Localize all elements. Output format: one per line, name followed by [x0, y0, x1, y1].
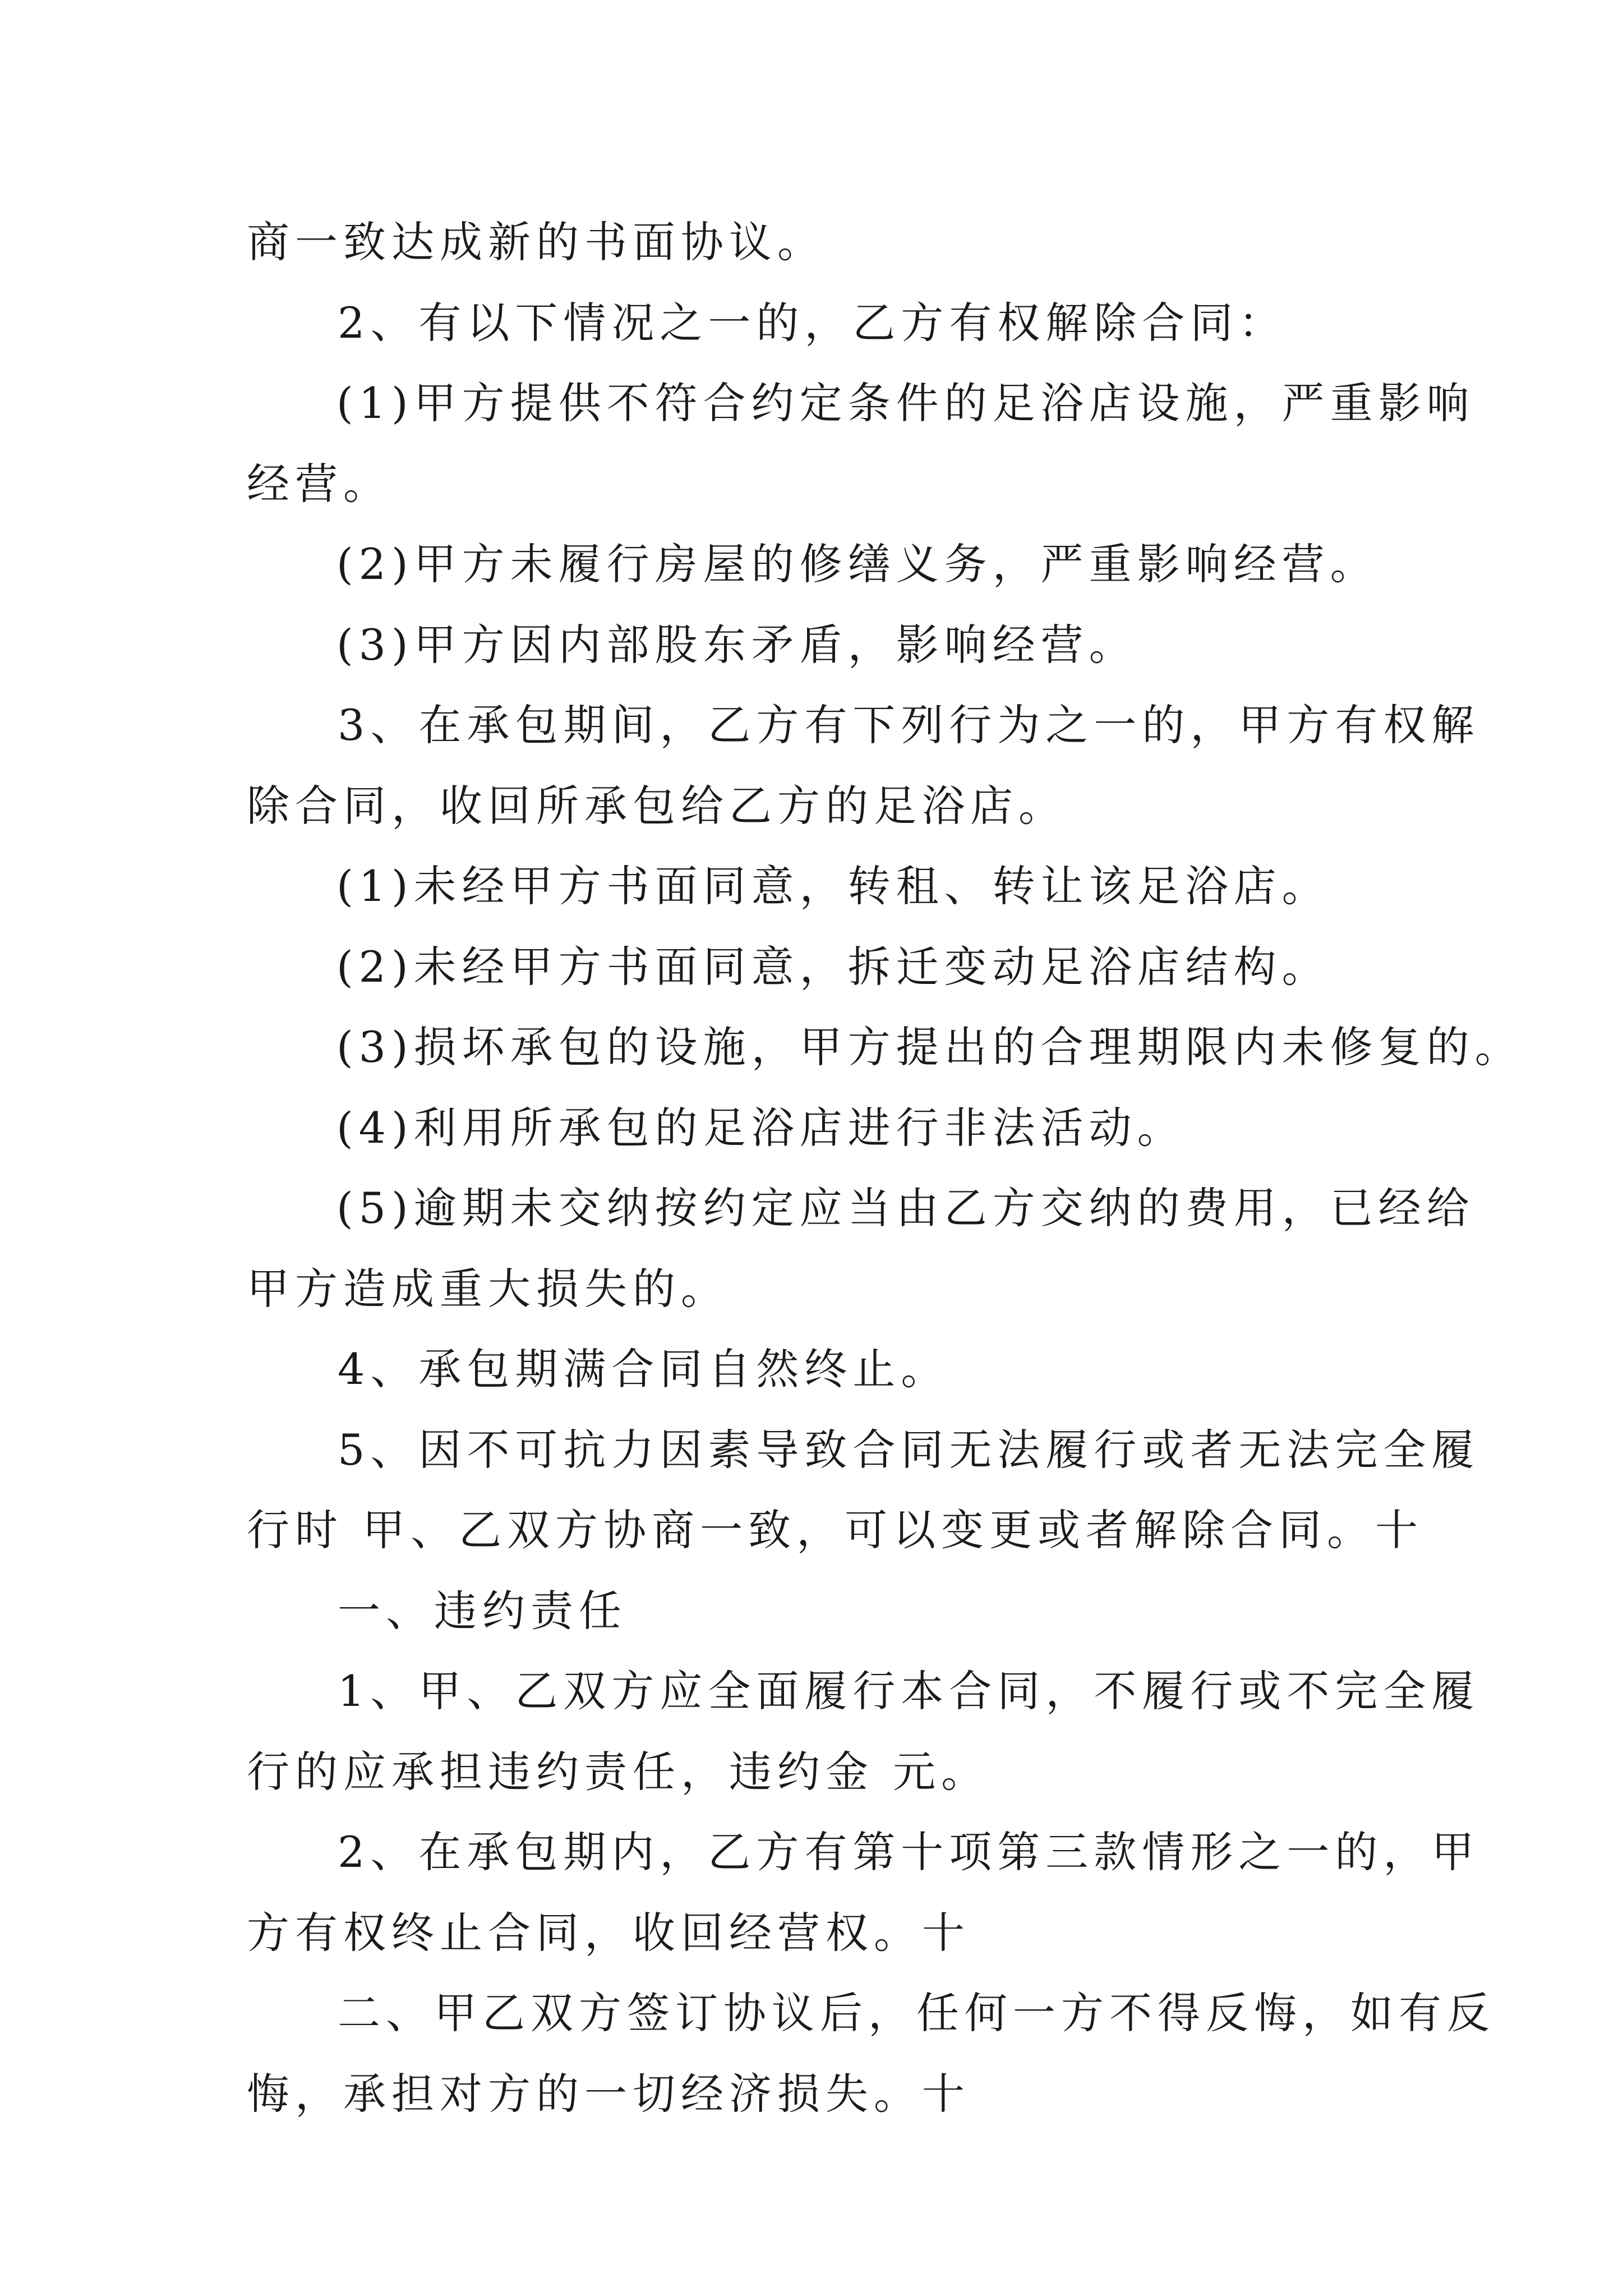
text-line: 经营。: [247, 458, 391, 509]
text-line: 方有权终止合同，收回经营权。十: [247, 1907, 970, 1958]
text-line: (5)逾期未交纳按约定应当由乙方交纳的费用，已经给: [336, 1183, 1475, 1233]
text-line: 行的应承担违约责任，违约金 元。: [247, 1746, 990, 1797]
text-line: (4)利用所承包的足浴店进行非法活动。: [336, 1102, 1186, 1153]
contract-text: [247, 202, 1523, 2134]
text-line: (3)甲方因内部股东矛盾，影响经营。: [336, 619, 1137, 670]
text-line: 4、承包期满合同自然终止。: [338, 1344, 949, 1394]
text-line: 二、甲乙双方签订协议后，任何一方不得反悔，如有反: [338, 1988, 1495, 2038]
text-line: (1)甲方提供不符合约定条件的足浴店设施，严重影响: [336, 378, 1475, 428]
text-line: 5、因不可抗力因素导致合同无法履行或者无法完全履: [338, 1424, 1480, 1475]
text-line: 除合同，收回所承包给乙方的足浴店。: [247, 780, 1067, 831]
text-line: (2)未经甲方书面同意，拆迁变动足浴店结构。: [336, 941, 1330, 992]
text-line: 3、在承包期间，乙方有下列行为之一的，甲方有权解: [338, 700, 1480, 750]
text-line: 一、违约责任: [338, 1585, 627, 1636]
text-line: 1、甲、乙双方应全面履行本合同，不履行或不完全履: [338, 1666, 1480, 1716]
text-line: 商一致达成新的书面协议。: [247, 217, 826, 267]
text-line: 悔，承担对方的一切经济损失。十: [247, 2068, 970, 2119]
text-line: (1)未经甲方书面同意，转租、转让该足浴店。: [336, 861, 1330, 911]
text-line: (3)损坏承包的设施，甲方提出的合理期限内未修复的。: [336, 1022, 1523, 1072]
text-line: 行时 甲、乙双方协商一致，可以变更或者解除合同。十: [247, 1505, 1424, 1555]
text-line: 甲方造成重大损失的。: [247, 1263, 729, 1314]
text-line: (2)甲方未履行房屋的修缮义务，严重影响经营。: [336, 539, 1378, 589]
text-line: 2、有以下情况之一的，乙方有权解除合同：: [338, 297, 1287, 348]
text-line: 2、在承包期内，乙方有第十项第三款情形之一的，甲: [338, 1827, 1480, 1877]
